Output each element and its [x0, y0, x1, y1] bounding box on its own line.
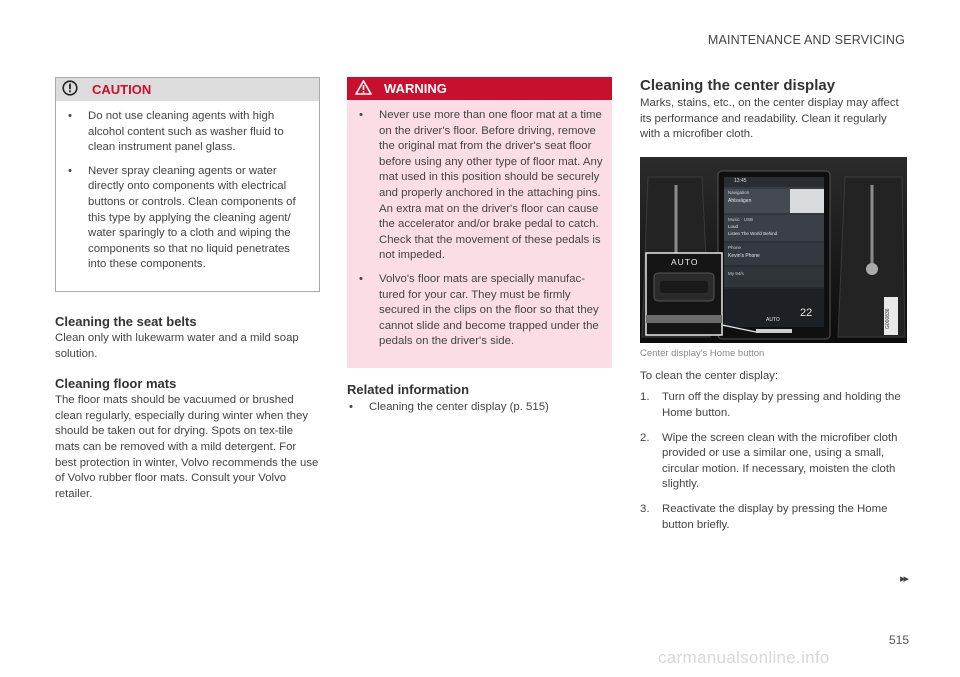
watermark: carmanualsonline.info — [658, 648, 830, 667]
photo-row: Listen The World Behind — [728, 230, 778, 236]
photo-row: Loud — [728, 223, 739, 229]
middle-column — [347, 77, 612, 416]
photo-temperature: 22 — [800, 306, 813, 319]
list-item: • Volvo's floor mats are specially manufac-tured for your car. They must be firmly secured in the clips on the floor so that they cannot slide and become trapped under the pedals on the driver's side. — [355, 272, 604, 350]
photo-row: Navigation — [728, 189, 750, 195]
caution-list — [56, 101, 319, 291]
photo-code: G000836 — [885, 308, 891, 329]
list-item: 2. Wipe the screen clean with the microfiber cloth provided or use a similar one, using a small, circular motion. If necessary, moisten the cloth slightly. — [640, 431, 898, 491]
left-column — [55, 77, 320, 502]
center-display-intro: Marks, stains, etc., on the center display may affect its performance and readability. Clean it regularly with a microfiber cloth. — [640, 97, 899, 141]
related-section — [347, 382, 612, 416]
warning-triangle-icon — [355, 80, 372, 98]
photo-climate-label: AUTO — [766, 316, 780, 323]
photo-row: My 94/s — [728, 270, 744, 276]
photo-caption: Center display's Home button — [640, 347, 765, 359]
related-list — [347, 400, 612, 416]
seat-belts-body: Clean only with lukewarm water and a mild soap solution. — [55, 331, 299, 360]
center-display-heading: Cleaning the center display — [640, 77, 836, 94]
warning-header — [347, 77, 612, 100]
floor-mats-heading: Cleaning floor mats — [55, 376, 177, 392]
photo-inset-label: AUTO — [671, 256, 699, 267]
section-title: MAINTENANCE AND SERVICING — [707, 33, 905, 47]
caution-header — [56, 78, 319, 101]
caution-box — [55, 77, 320, 292]
floor-mats-section — [55, 376, 320, 502]
warning-title: WARNING — [384, 81, 447, 96]
related-heading: Related information — [347, 381, 470, 397]
list-item: 1. Turn off the display by pressing and holding the Home button. — [640, 391, 901, 419]
page-number: 515 — [889, 633, 910, 647]
photo-row: Kevin's Phone — [728, 252, 760, 259]
seat-belts-section — [55, 314, 320, 362]
exclamation-circle-icon — [62, 80, 78, 99]
list-item: • Do not use cleaning agents with high alcohol content such as washer fluid to clean instrument panel glass. — [64, 109, 311, 156]
warning-list — [347, 100, 612, 368]
photo-status-time: 13:45 — [734, 177, 747, 184]
list-item: • Never use more than one floor mat at a time on the driver's floor. Before driving, remove the original mat from the driver's seat floor before using any other type of floor mat. Any mat used in this position should be securely and properly anchored in the attaching pins. An extra mat on the driver's floor can cause the accelerator and/or brake pedal to catch. Check that the movement of these pedals is not impeded. — [355, 108, 604, 264]
center-display-photo — [640, 157, 907, 343]
list-item: • Never spray cleaning agents or water directly onto components with electrical buttons or controls. Clean components of this type by applying the cleaning agent/ water sparingly to a cloth and wiping the components so that no liquid penetrates into these components. — [64, 164, 311, 273]
photo-row: Music · USB — [728, 216, 754, 222]
right-column — [640, 77, 907, 542]
seat-belts-heading: Cleaning the seat belts — [55, 313, 197, 329]
list-item: 3. Reactivate the display by pressing the Home button briefly. — [640, 502, 888, 531]
related-link[interactable]: • Cleaning the center display (p. 515) — [347, 400, 612, 416]
warning-box — [347, 77, 612, 368]
steps-intro: To clean the center display: — [640, 369, 779, 382]
photo-row: Ahlsvägen — [728, 197, 752, 204]
steps-list — [640, 390, 907, 533]
next-page-arrows-icon: ▸▸ — [900, 573, 908, 585]
caution-title: CAUTION — [92, 82, 152, 97]
floor-mats-body: The floor mats should be vacuumed or brushed clean regularly, especially during winter when they should be taken out for drying. Spots on tex-tile mats can be removed with a mild detergent. For best protection in winter, Volvo recommends the use of Volvo rubber floor mats. Consult your Volvo retailer. — [55, 394, 319, 500]
photo-row: Phone — [728, 244, 742, 250]
